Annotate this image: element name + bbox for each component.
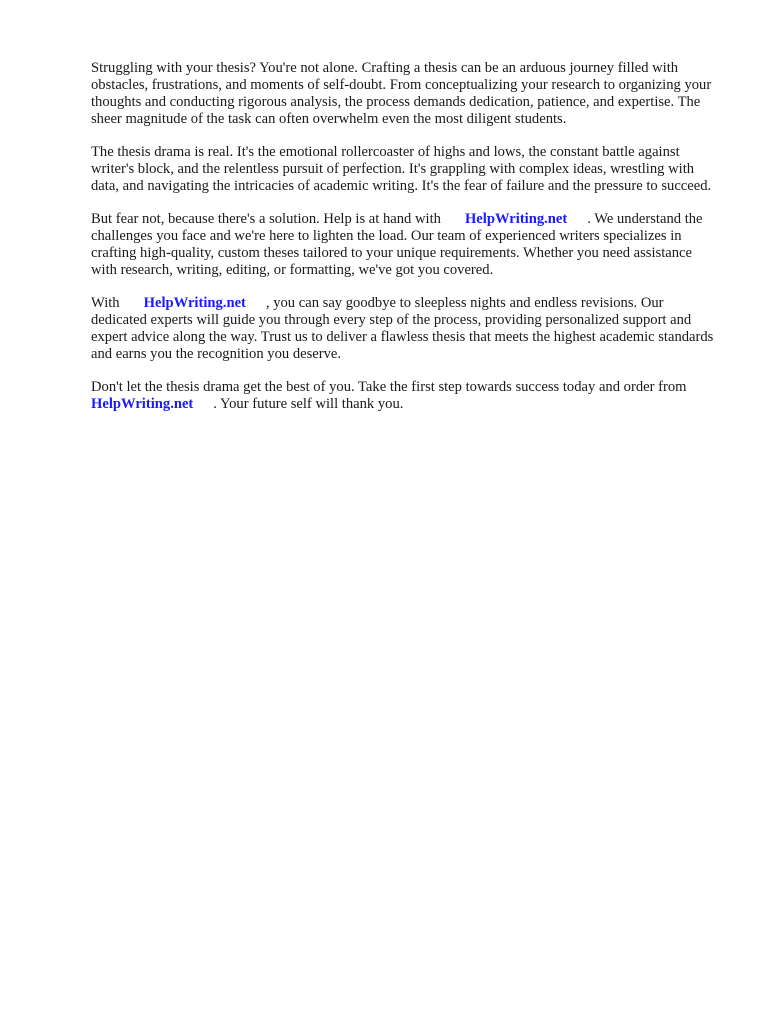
paragraph-text-after: , you can say goodbye to sleepless nights and endless revisions. Our dedicated experts will guide you through every step of the process, providing personalized support and expert advice along the way. Trust us to deliver a flawless thesis that meets the highest academic standards and earns you the recognition you deserve. (91, 295, 714, 362)
helpwriting-link[interactable]: HelpWriting.net (464, 211, 568, 227)
paragraph-intro (91, 60, 721, 128)
helpwriting-link[interactable]: HelpWriting.net (91, 396, 194, 412)
helpwriting-link[interactable]: HelpWriting.net (143, 295, 246, 311)
paragraph-text: Struggling with your thesis? You're not alone. Crafting a thesis can be an arduous journey filled with obstacles, frustrations, and moments of self-doubt. From conceptualizing your research to organizing your thoughts and conducting rigorous analysis, the process demands dedication, patience, and expertise. The sheer magnitude of the task can often overwhelm even the most diligent students. (91, 60, 712, 127)
paragraph-text-before: With (91, 295, 120, 311)
paragraph-text-before: But fear not, because there's a solution. Help is at hand with (91, 211, 441, 227)
paragraph-closing (91, 379, 721, 413)
paragraph-text-after: . We understand the challenges you face and we're here to lighten the load. Our team of experienced writers specializes in crafting high-quality, custom theses tailored to your unique requirements. Whether you need assistance with research, writing, editing, or formatting, we've got you covered. (91, 211, 703, 278)
paragraph-text-before: Don't let the thesis drama get the best of you. Take the first step towards success today and order from (91, 379, 687, 395)
paragraph-solution (91, 211, 721, 279)
paragraph-text: The thesis drama is real. It's the emotional rollercoaster of highs and lows, the constant battle against writer's block, and the relentless pursuit of perfection. It's grappling with complex ideas, wrestling with data, and navigating the intricacies of academic writing. It's the fear of failure and the pressure to succeed. (91, 144, 712, 194)
paragraph-drama (91, 144, 721, 195)
document-body (91, 60, 721, 429)
paragraph-experts (91, 295, 721, 363)
paragraph-text-after: . Your future self will thank you. (213, 396, 404, 412)
